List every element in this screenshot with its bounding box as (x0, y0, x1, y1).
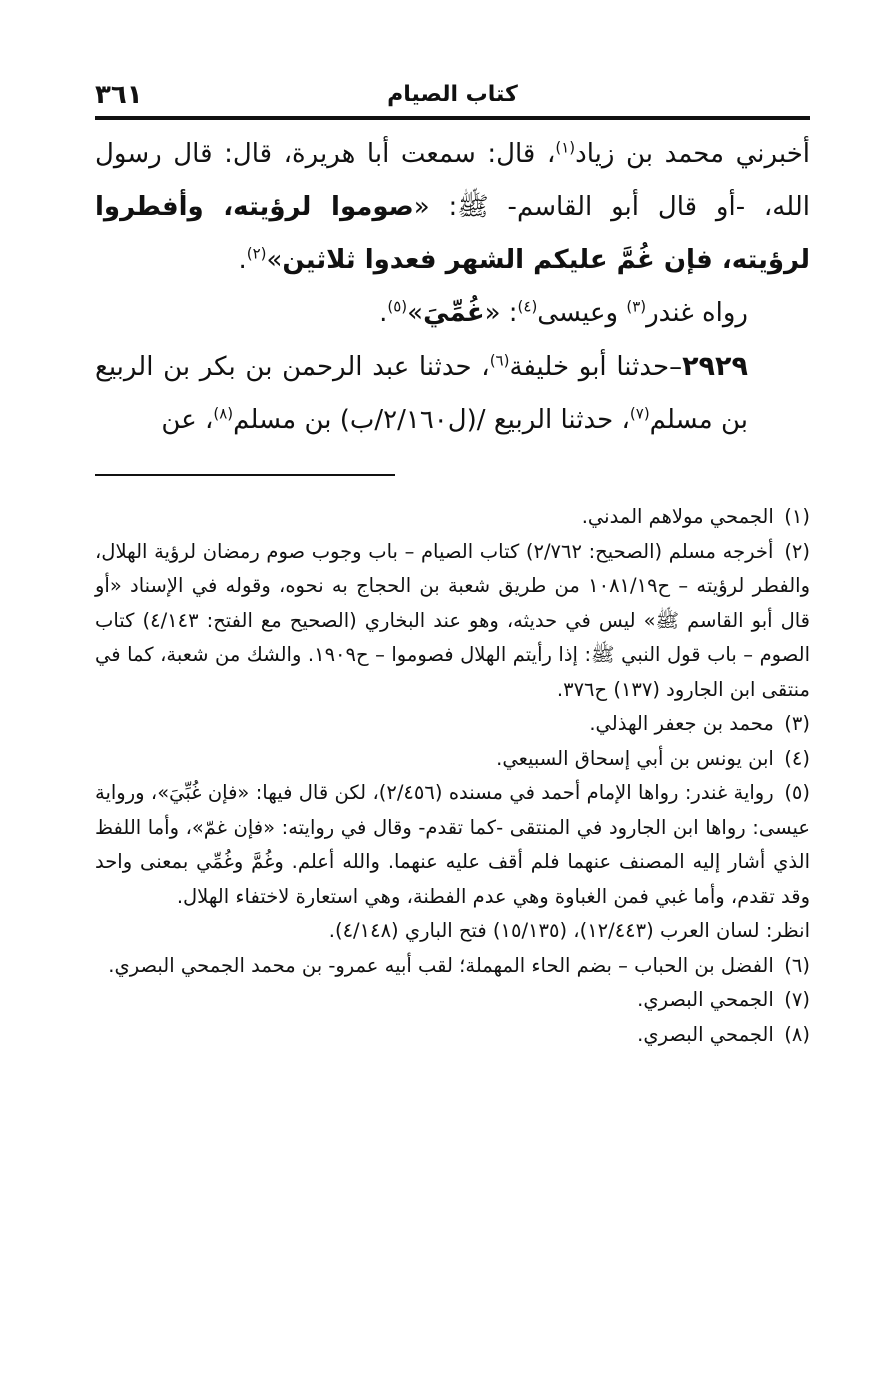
header-rule (95, 116, 810, 120)
footnote-5-see-also: انظر: لسان العرب (١٢/٤٤٣)، (١٥/١٣٥) فتح الباري (٤/١٤٨). (328, 919, 810, 942)
footnote-ref: (٣) (626, 297, 647, 316)
footnote-separator (95, 474, 395, 476)
footnote-ref: (١) (555, 138, 576, 157)
chapter-title: كتاب الصيام (387, 82, 518, 107)
footnote-ref: (٤) (517, 297, 538, 316)
paragraph-variant: رواه غندر$^{(٣)}$ وعيسى$^{(٤)}$: «غُمِّيَ»$^{(٥)}$. (379, 297, 748, 328)
footnote-6: (٦) الفضل بن الحباب – بضم الحاء المهملة؛ لقب أبيه عمرو- بن محمد الجمحي البصري. (108, 953, 810, 977)
page-number: ٣٦١ (95, 80, 143, 110)
footnote-5: (٥) رواية غندر: رواها الإمام أحمد في مسنده (٢/٤٥٦)، لكن قال فيها: «فإن غُبِّيَ»، ورواية عيسى: رواها ابن الجارود في المنتقى -كما تقدم- وقال في روايته: «فإن غمّ»، وأما اللفظ الذي أشار إليه المصنف عنهما فلم أقف عليه عنهما. والله أعلم. وغُمَّ وغُمِّي بمعنى واحد وقد تقدم، وأما غبي فمن الغباوة وهي عدم الفطنة، وهي استعارة لاختفاء الهلال. (95, 781, 811, 908)
footnote-4: (٤) ابن يونس بن أبي إسحاق السبيعي. (496, 746, 810, 770)
footnote-1: (١) الجمحي مولاهم المدني. (581, 505, 810, 528)
footnote-ref: (٧) (629, 404, 650, 423)
paragraph-hadith-text: أخبرني محمد بن زياد$^{(١)}$، قال: سمعت أبا هريرة، قال: قال رسول الله، -أو قال أبو القاسم- ﷺ: «صوموا لرؤيته، وأفطروا لرؤيته، فإن غُمَّ عليكم الشهر فعدوا ثلاثين»$^{(٢)}$. (95, 138, 810, 275)
footnote-ref: (٨) (213, 404, 234, 423)
footnote-ref: (٢) (246, 244, 267, 263)
hadith-matn: صوموا لرؤيته، وأفطروا لرؤيته، فإن غُمَّ عليكم الشهر فعدوا ثلاثين (95, 192, 810, 275)
footnotes (95, 500, 810, 1052)
footnote-7: (٧) الجمحي البصري. (637, 988, 810, 1011)
footnote-8: (٨) الجمحي البصري. (637, 1022, 810, 1046)
hadith-number: ٢٩٢٩ (682, 351, 748, 382)
paragraph-hadith-2929: ٢٩٢٩–حدثنا أبو خليفة$^{(٦)}$، حدثنا عبد الرحمن بن بكر بن الربيع بن مسلم$^{(٧)}$، حدثنا الربيع /(ل٢/١٦٠/ب) بن مسلم$^{(٨)}$، عن (95, 351, 748, 435)
footnote-3: (٣) محمد بن جعفر الهذلي. (589, 712, 810, 735)
footnote-2: (٢) أخرجه مسلم (الصحيح: ٢/٧٦٢) كتاب الصيام – باب وجوب صوم رمضان لرؤية الهلال، والفطر لرؤيته – ح١٠٨١/١٩ من طريق شعبة بن الحجاج به نحوه، وقوله في الإسناد «أو قال أبو القاسم ﷺ» ليس في حديثه، وهو عند البخاري (الصحيح مع الفتح: ٤/١٤٣) كتاب الصوم – باب قول النبي ﷺ: إذا رأيتم الهلال فصوموا – ح١٩٠٩. والشك من شعبة، كما في منتقى ابن الجارود (١٣٧) ح٣٧٦. (95, 539, 811, 701)
variant-word: غُمِّيَ (423, 298, 485, 328)
footnote-ref: (٥) (387, 297, 408, 316)
book-page (95, 80, 810, 1340)
page-header (95, 80, 810, 116)
main-text (95, 128, 810, 447)
footnote-ref: (٦) (489, 351, 510, 370)
